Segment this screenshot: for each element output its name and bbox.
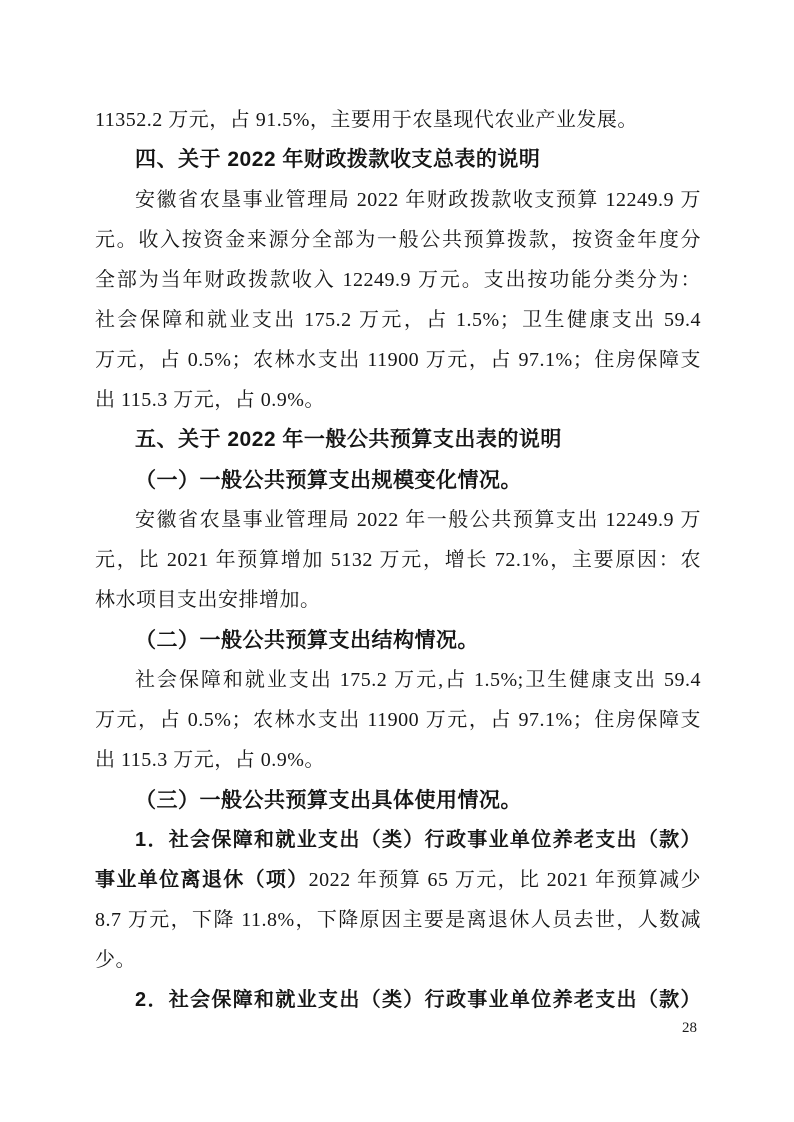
subsection-heading [95, 460, 701, 500]
text-line [95, 660, 701, 700]
text-segment: 元。收入按资金来源分全部为一般公共预算拨款，按资金年度分 [95, 229, 701, 251]
text-line [95, 180, 701, 220]
text-line [95, 380, 701, 420]
text-segment: 1．社会保障和就业支出（类）行政事业单位养老支出（款） [135, 829, 701, 851]
text-segment: 四、关于 2022 年财政拨款收支总表的说明 [135, 148, 541, 171]
text-segment: 林水项目支出安排增加。 [95, 589, 321, 611]
text-segment: 出 115.3 万元，占 0.9%。 [95, 389, 325, 411]
text-line [95, 940, 701, 980]
text-line [95, 900, 701, 940]
subsection-heading [95, 620, 701, 660]
text-segment: 社会保障和就业支出 175.2 万元,占 1.5%;卫生健康支出 59.4 [135, 669, 701, 691]
text-line [95, 860, 701, 900]
text-segment: 少。 [95, 949, 136, 971]
bold-text-segment: 事业单位离退休（项） [95, 869, 309, 891]
text-segment: 11352.2 万元，占 91.5%，主要用于农垦现代农业产业发展。 [95, 109, 638, 131]
section-heading [95, 420, 701, 460]
text-line [95, 340, 701, 380]
text-line [95, 500, 701, 540]
text-line [95, 100, 701, 140]
text-line [95, 260, 701, 300]
text-segment: 2．社会保障和就业支出（类）行政事业单位养老支出（款） [135, 989, 701, 1011]
text-line [95, 740, 701, 780]
text-segment: 出 115.3 万元，占 0.9%。 [95, 749, 325, 771]
text-line [95, 580, 701, 620]
document-body [95, 100, 701, 1020]
text-segment: 五、关于 2022 年一般公共预算支出表的说明 [135, 428, 562, 451]
numbered-item-heading [95, 820, 701, 860]
text-segment: （二）一般公共预算支出结构情况。 [135, 627, 479, 652]
text-line [95, 700, 701, 740]
numbered-item-heading [95, 980, 701, 1020]
text-segment: 万元，占 0.5%；农林水支出 11900 万元，占 97.1%；住房保障支 [95, 709, 701, 731]
text-line [95, 540, 701, 580]
text-line [95, 220, 701, 260]
text-segment: 安徽省农垦事业管理局 2022 年财政拨款收支预算 12249.9 万 [135, 189, 701, 211]
text-segment: 全部为当年财政拨款收入 12249.9 万元。支出按功能分类分为： [95, 269, 701, 291]
section-heading [95, 140, 701, 180]
text-segment: （一）一般公共预算支出规模变化情况。 [135, 467, 522, 492]
page-number: 28 [682, 1020, 697, 1036]
text-segment: （三）一般公共预算支出具体使用情况。 [135, 787, 522, 812]
text-segment: 2022 年预算 65 万元，比 2021 年预算减少 [308, 869, 701, 891]
text-segment: 社会保障和就业支出 175.2 万元，占 1.5%；卫生健康支出 59.4 [95, 309, 701, 331]
text-segment: 元，比 2021 年预算增加 5132 万元，增长 72.1%，主要原因：农 [95, 549, 701, 571]
text-line [95, 300, 701, 340]
text-segment: 8.7 万元，下降 11.8%，下降原因主要是离退休人员去世，人数减 [95, 909, 701, 931]
text-segment: 安徽省农垦事业管理局 2022 年一般公共预算支出 12249.9 万 [135, 509, 701, 531]
subsection-heading [95, 780, 701, 820]
text-segment: 万元，占 0.5%；农林水支出 11900 万元，占 97.1%；住房保障支 [95, 349, 701, 371]
